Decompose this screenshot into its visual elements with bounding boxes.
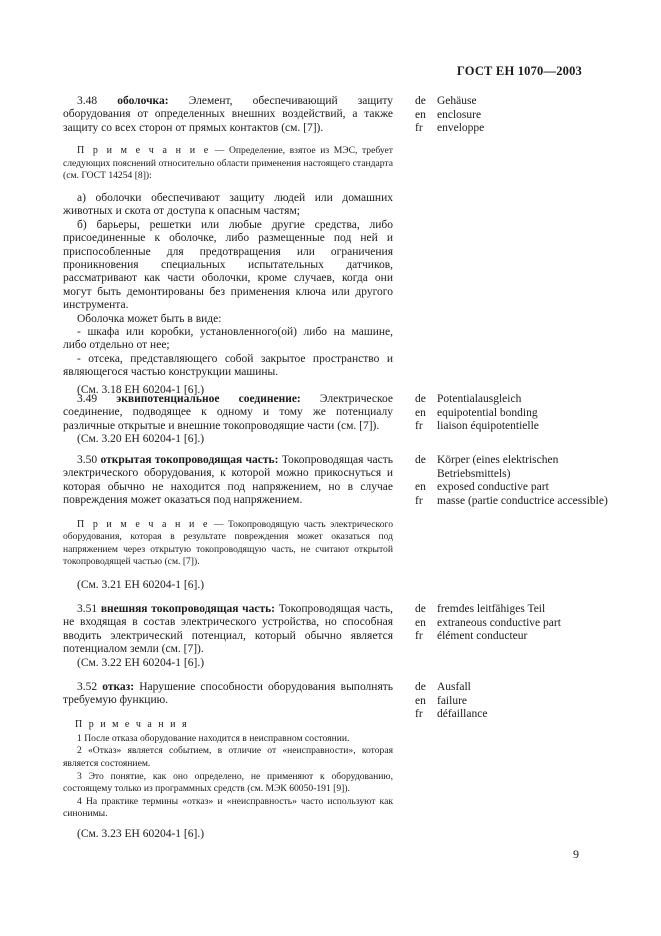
note-item-d1: - шкафа или коробки, установленного(ой) либо на машине, либо отдельно от нее; [63, 326, 393, 352]
term-3-52 [63, 681, 393, 841]
translation-en: equipotential bonding [437, 406, 538, 419]
translation-en: extraneous conductive part [437, 616, 561, 629]
page-number: 9 [573, 847, 579, 861]
translations-3-52: de Ausfall en failure fr défaillance [415, 681, 615, 722]
translation-en: enclosure [437, 108, 482, 121]
note-item-a: а) оболочки обеспечивают защиту людей или домашних животных и скота от доступа к опасным частям; [63, 192, 393, 218]
term-name: внешняя токопроводящая часть: [100, 603, 276, 615]
note-item-c: Оболочка может быть в виде: [77, 312, 222, 325]
term-definition: 3.51 внешняя токопроводящая часть: Токопроводящая часть, не входящая в состав электрического устройства, но способная вводить электрический потенциал, который обычно является потенциалом земли (см. [7]). [63, 603, 393, 656]
term-definition: 3.48 оболочка: Элемент, обеспечивающий защиту оборудования от определенных внешних воздействий, а также защиту со всех сторон от прямых контактов (см. [7]). [63, 95, 393, 134]
term-reference: (См. 3.22 ЕН 60204-1 [6].) [77, 656, 205, 669]
term-reference: (См. 3.18 ЕН 60204-1 [6].) [77, 383, 205, 396]
term-3-50 [63, 454, 393, 592]
note-4: 4 На практике термины «отказ» и «неисправность» часто используют как синонимы. [63, 795, 393, 820]
translation-fr: liaison équipotentielle [437, 420, 539, 433]
translations-3-51: de fremdes leitfähiges Teil en extraneous conductive part fr élément conducteur [415, 603, 615, 644]
note-3: 3 Это понятие, как оно определено, не применяют к оборудованию, состоящему только из программных средств (см. МЭК 60050-191 [9]). [63, 770, 393, 795]
translation-en: exposed conductive part [437, 481, 549, 494]
note: П р и м е ч а н и е — Токопроводящую часть электрического оборудования, которая в результате повреждения может оказаться под напряжением через открытую токопроводящую часть, не считают открытой токопроводящей частью (см. [7]). [63, 518, 393, 568]
translation-en: failure [437, 694, 468, 707]
translation-de: fremdes leitfähiges Teil [437, 603, 546, 615]
translation-fr: masse (partie conductrice accessible) [437, 494, 608, 507]
term-reference: (См. 3.23 ЕН 60204-1 [6].) [77, 827, 205, 840]
translation-de: Körper (eines elektrischen Betriebsmittels) [437, 454, 559, 480]
term-3-49 [63, 393, 393, 447]
translations-3-48: de Gehäuse en enclosure fr enveloppe [415, 95, 615, 136]
term-definition: 3.49 эквипотенциальное соединение: Электрическое соединение, подводящее к одному и тому же потенциалу различные открытые и внешние токопроводящие части (см. [7]). [63, 393, 393, 432]
note-item-d2: - отсека, представляющего собой закрытое пространство и являющегося частью конструкции машины. [63, 352, 393, 379]
note-2: 2 «Отказ» является событием, в отличие от «неисправности», которая является состоянием. [63, 745, 393, 769]
term-reference: (См. 3.20 ЕН 60204-1 [6].) [77, 433, 205, 446]
term-3-51 [63, 603, 393, 670]
document-header: ГОСТ ЕН 1070—2003 [456, 64, 582, 78]
term-3-48 [63, 95, 393, 397]
note-1: 1 После отказа оборудование находится в неисправном состоянии. [77, 732, 350, 744]
translation-de: Ausfall [437, 681, 471, 693]
note-item-b: б) барьеры, решетки или любые другие средства, либо присоединенные к оболочке, либо размещенные под ней и приспособленные для предотвращения или ограничения проникновения специальных испытательных датчиков, рассматривают как части оболочки, кроме случаев, когда они могут быть демонтированы без применения ключа или другого инструмента. [63, 218, 393, 312]
term-reference: (См. 3.21 ЕН 60204-1 [6].) [77, 579, 205, 591]
notes-heading: П р и м е ч а н и я [75, 718, 189, 730]
term-name: отказ: [102, 681, 135, 693]
translations-3-50: de Körper (eines elektrischen Betriebsmittels) en exposed conductive part fr masse (partie conductrice accessible) [415, 454, 615, 508]
term-definition: 3.52 отказ: Нарушение способности оборудования выполнять требуемую функцию. [63, 681, 394, 707]
note: П р и м е ч а н и е — Определение, взятое из МЭС, требует следующих пояснений относительно области применения настоящего стандарта (см. ГОСТ 14254 [8]): [63, 145, 393, 182]
translation-de: Gehäuse [437, 95, 477, 107]
translation-fr: enveloppe [437, 122, 485, 135]
translation-de: Potentialausgleich [437, 393, 522, 405]
term-name: открытая токопроводящая часть: [100, 454, 279, 466]
term-name: оболочка: [117, 95, 169, 107]
translation-fr: élément conducteur [437, 630, 528, 643]
translations-3-49: de Potentialausgleich en equipotential bonding fr liaison équipotentielle [415, 393, 615, 434]
translation-fr: défaillance [437, 708, 488, 721]
term-definition: 3.50 открытая токопроводящая часть: Токопроводящая часть электрического оборудования, к которой можно прикоснуться и которая обычно не находится под напряжением, но в случае повреждения может оказаться под напряжением. [63, 454, 394, 507]
term-name: эквипотенциальное соединение: [116, 393, 301, 405]
